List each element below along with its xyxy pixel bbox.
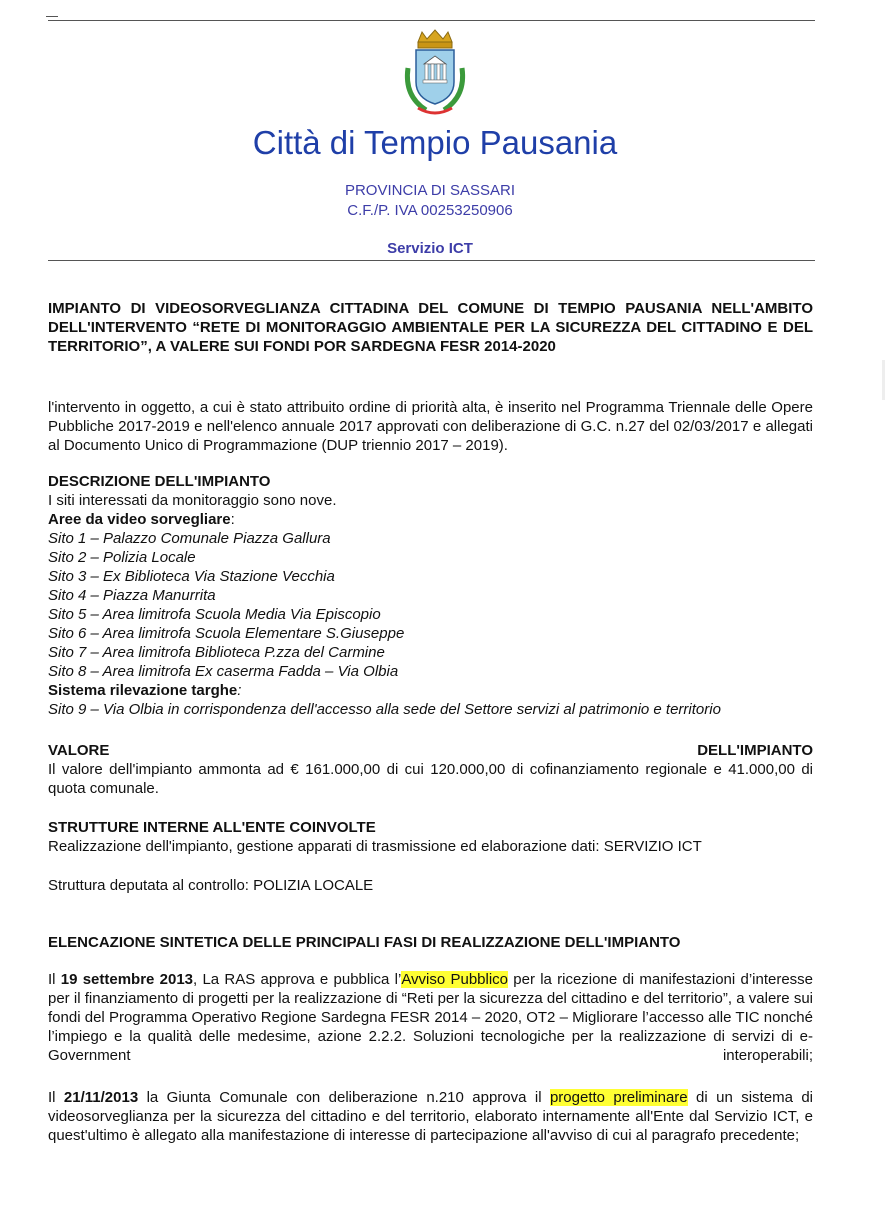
top-divider-mark [46,16,58,17]
plates-heading-line [48,681,813,700]
city-name: Città di Tempio Pausania [252,124,618,161]
plates-heading: Sistema rilevazione targhe [48,682,238,699]
document-title: IMPIANTO DI VIDEOSORVEGLIANZA CITTADINA DEL COMUNE DI TEMPIO PAUSANIA NELL'AMBITO DELL'INTERVENTO “RETE DI MONITORAGGIO AMBIENTALE PER LA SICUREZZA DEL CITTADINO E DEL TERRITORIO”, A VALERE SUI FONDI POR SARDEGNA FESR 2014-2020 [48,300,813,355]
highlighted-text: progetto preliminare [549,1089,688,1106]
site-item: Sito 4 – Piazza Manurrita [48,587,216,604]
phase-text: Il [48,971,61,988]
phase-text: la Giunta Comunale con deliberazione n.210 approva il [138,1089,550,1106]
phase-paragraph-1 [48,970,813,1065]
phase-text: di un sistema di videosorveglianza per la sicurezza del cittadino e del territorio, elaborato internamente all'Ente dal Servizio ICT, e quest'ultimo è allegato alla manifestazione di interesse di partecipazione all'avviso di cui al paragrafo precedente; [48,1089,813,1144]
site-item: Sito 3 – Ex Biblioteca Via Stazione Vecchia [48,568,335,585]
phase-date: 21/11/2013 [63,1089,139,1106]
description-heading: DESCRIZIONE DELL'IMPIANTO [48,473,271,490]
areas-heading: Aree da video sorvegliare [48,511,231,528]
site-item: Sito 1 – Palazzo Comunale Piazza Gallura [48,530,331,547]
site-item: Sito 6 – Area limitrofa Scuola Elementare S.Giuseppe [48,625,405,642]
phase-text: per la ricezione di manifestazioni d’interesse per il finanziamento di progetti per la realizzazione di “Reti per la sicurezza del cittadino e del territorio”, a valere sui fondi del Programma Operativo Regione Sardegna FESR 2014 – 2020, OT2 – Migliorare l’accesso alle TIC nonché l’impiego e la qualità delle medesime, azione 2.2.2. Soluzioni tecnologiche per la realizzazione di servizi di e-Government interoperabili; [48,971,814,1064]
structures-realization: Realizzazione dell'impianto, gestione apparati di trasmissione ed elaborazione dati: SERVIZIO ICT [48,838,702,855]
site-item: Sito 2 – Polizia Locale [48,549,196,566]
structures-control: Struttura deputata al controllo: POLIZIA LOCALE [48,877,374,894]
phase-date: 19 settembre 2013 [60,971,194,988]
phase-paragraph-2 [48,1088,813,1145]
phase-text: Il [48,1089,64,1106]
site-item: Sito 8 – Area limitrofa Ex caserma Fadda – Via Olbia [48,663,399,680]
site-item: Sito 5 – Area limitrofa Scuola Media Via Episcopio [48,606,381,623]
value-text: Il valore dell'impianto ammonta ad € 161.000,00 di cui 120.000,00 di cofinanziamento regionale e 41.000,00 di quota comunale. [48,761,813,797]
areas-heading-line [48,510,813,529]
areas-colon: : [230,511,235,528]
phases-heading: ELENCAZIONE SINTETICA DELLE PRINCIPALI FASI DI REALIZZAZIONE DELL'IMPIANTO [48,934,681,951]
phase-text: , La RAS approva e pubblica l’ [193,971,402,988]
structures-section [48,818,813,856]
tax-id-line: C.F./P. IVA 00253250906 [347,202,513,219]
coat-of-arms-icon [398,28,472,120]
site-item: Sito 7 – Area limitrofa Biblioteca P.zza del Carmine [48,644,385,661]
value-heading [48,741,813,760]
value-heading-left: VALORE [48,742,110,759]
plates-site-item: Sito 9 – Via Olbia in corrispondenza dell'accesso alla sede del Settore servizi al patrimonio e territorio [48,701,721,718]
structures-heading: STRUTTURE INTERNE ALL'ENTE COINVOLTE [48,819,376,836]
top-divider [48,20,815,21]
header-divider [48,260,815,261]
plates-colon: : [237,682,242,699]
value-section [48,741,813,798]
intro-paragraph: l'intervento in oggetto, a cui è stato attribuito ordine di priorità alta, è inserito nel Programma Triennale delle Opere Pubbliche 2017-2019 e nell'elenco annuale 2017 approvati con deliberazione di G.C. n.27 del 02/03/2017 e allegati al Documento Unico di Programmazione (DUP triennio 2017 – 2019). [48,399,813,454]
value-heading-right: DELL'IMPIANTO [697,742,813,759]
sites-intro: I siti interessati da monitoraggio sono nove. [48,492,337,509]
service-name: Servizio ICT [387,240,473,257]
description-section [48,472,813,719]
province-line: PROVINCIA DI SASSARI [344,182,516,199]
highlighted-text: Avviso Pubblico [401,971,509,988]
